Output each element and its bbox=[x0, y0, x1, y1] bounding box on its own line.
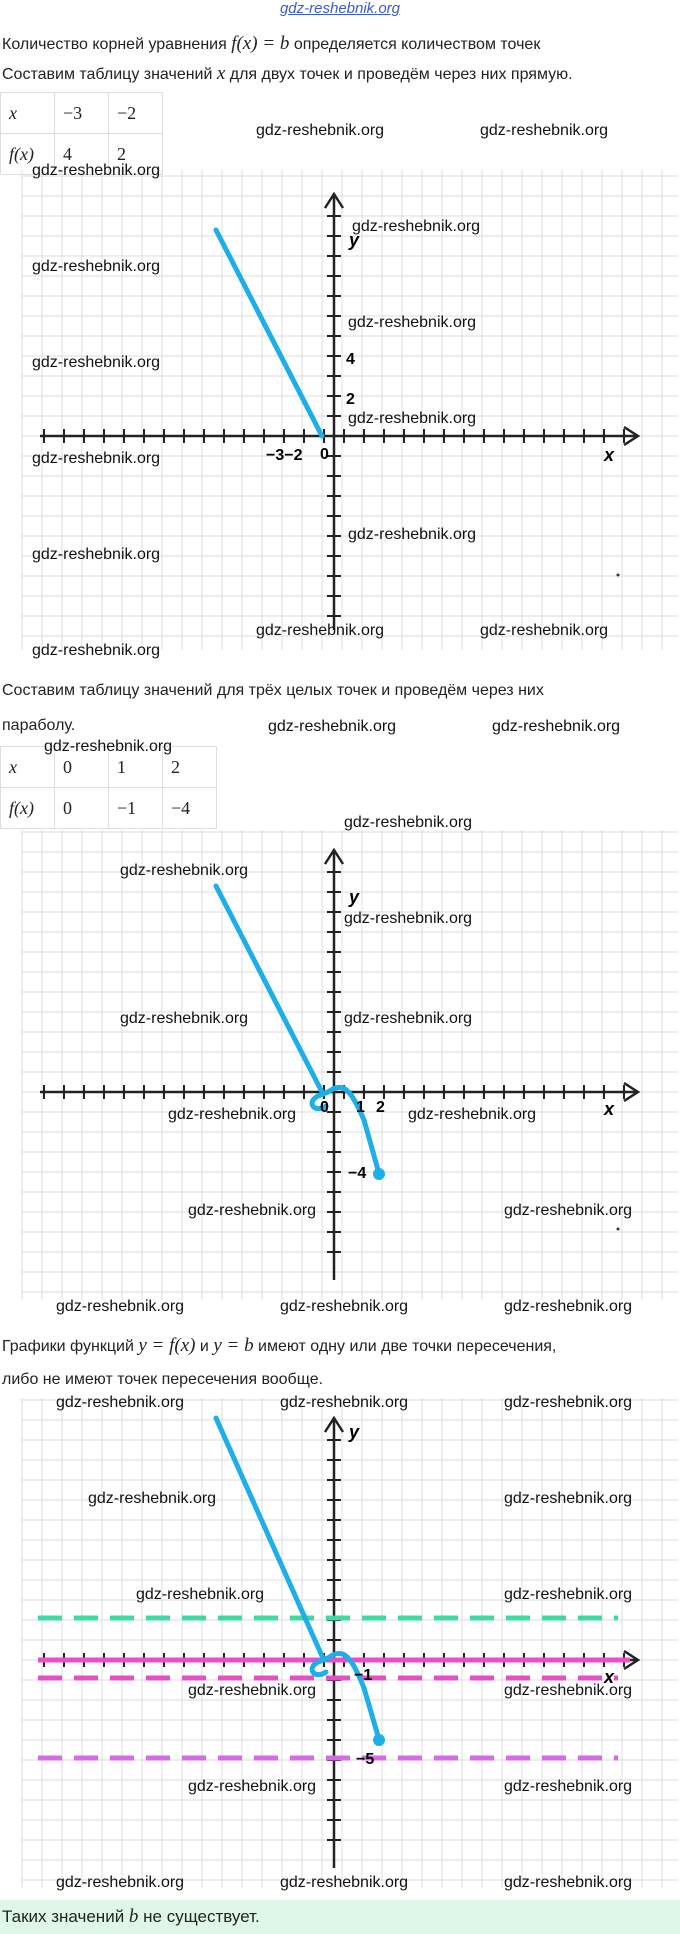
intro-text-1: Количество корней уравнения bbox=[2, 36, 232, 53]
graph-2-tick-x2: 2 bbox=[376, 1099, 385, 1116]
watermark: gdz-reshebnik.org bbox=[32, 258, 161, 275]
intersections-math-2: y = b bbox=[213, 1335, 254, 1356]
watermark: gdz-reshebnik.org bbox=[44, 738, 173, 755]
graph-1-y-label: y bbox=[349, 230, 360, 250]
watermark: gdz-reshebnik.org bbox=[268, 718, 397, 735]
graph-3-tick-xm1: −1 bbox=[354, 1667, 373, 1684]
t2-cell: 1 bbox=[109, 747, 163, 788]
graph-2-tick-x1: 1 bbox=[356, 1099, 365, 1116]
graph-3 bbox=[0, 1398, 680, 1888]
watermark: gdz-reshebnik.org bbox=[348, 314, 477, 331]
graph-2-endpoint bbox=[373, 1168, 385, 1180]
answer-box bbox=[0, 1900, 680, 1934]
graph-1-x-label: x bbox=[604, 445, 615, 465]
watermark: gdz-reshebnik.org bbox=[408, 1106, 537, 1123]
watermark: gdz-reshebnik.org bbox=[504, 1298, 633, 1315]
watermark: gdz-reshebnik.org bbox=[504, 1874, 633, 1891]
watermark: gdz-reshebnik.org bbox=[480, 122, 609, 139]
graph-1-tick-zero: 0 bbox=[320, 446, 329, 463]
watermark: gdz-reshebnik.org bbox=[504, 1490, 633, 1507]
answer-math: b bbox=[128, 1906, 139, 1927]
t2-header-x: x bbox=[1, 747, 55, 788]
watermark: gdz-reshebnik.org bbox=[120, 862, 249, 879]
watermark: gdz-reshebnik.org bbox=[504, 1682, 633, 1699]
watermark: gdz-reshebnik.org bbox=[492, 718, 621, 735]
graph-1-tick-y4: 4 bbox=[346, 351, 355, 368]
watermark: gdz-reshebnik.org bbox=[280, 1298, 409, 1315]
watermark: gdz-reshebnik.org bbox=[32, 642, 161, 659]
graph-1 bbox=[0, 170, 680, 650]
watermark: gdz-reshebnik.org bbox=[32, 354, 161, 371]
watermark: gdz-reshebnik.org bbox=[256, 622, 385, 639]
answer-text-2: не существует. bbox=[138, 1907, 260, 1926]
table1-text-1: Составим таблицу значений bbox=[2, 66, 217, 83]
watermark: gdz-reshebnik.org bbox=[348, 410, 477, 427]
t2-cell: 2 bbox=[163, 747, 217, 788]
table1-text-2: для двух точек и проведём через них прямую. bbox=[225, 66, 573, 83]
watermark: gdz-reshebnik.org bbox=[280, 1394, 409, 1411]
answer-text-1: Таких значений bbox=[2, 1907, 129, 1926]
watermark: gdz-reshebnik.org bbox=[188, 1202, 317, 1219]
graph-2-dot bbox=[617, 1228, 620, 1231]
t1-cell: −2 bbox=[109, 93, 163, 134]
watermark: gdz-reshebnik.org bbox=[168, 1106, 297, 1123]
watermark: gdz-reshebnik.org bbox=[504, 1586, 633, 1603]
watermark: gdz-reshebnik.org bbox=[120, 1010, 249, 1027]
site-link[interactable]: gdz-reshebnik.org bbox=[279, 0, 401, 17]
t1-header-x: x bbox=[1, 93, 55, 134]
graph-3-tick-ym5: −5 bbox=[356, 1751, 375, 1768]
t1-header-fx: f(x) bbox=[1, 134, 55, 175]
watermark: gdz-reshebnik.org bbox=[256, 122, 385, 139]
paragraph-intersections bbox=[2, 1335, 556, 1357]
t2-cell: 0 bbox=[55, 788, 109, 829]
t1-cell: 2 bbox=[109, 134, 163, 175]
intersections-text-3: имеют одну или две точки пересечения, bbox=[253, 1338, 557, 1355]
intro-text-2: определяется количеством точек bbox=[289, 36, 541, 53]
t2-cell: −4 bbox=[163, 788, 217, 829]
watermark: gdz-reshebnik.org bbox=[32, 162, 161, 179]
watermark: gdz-reshebnik.org bbox=[56, 1874, 185, 1891]
watermark: gdz-reshebnik.org bbox=[56, 1394, 185, 1411]
intersections-math-1: y = f(x) bbox=[138, 1335, 196, 1356]
graph-1-tick-neg: −3−2 bbox=[266, 447, 303, 464]
graph-3-endpoint bbox=[373, 1734, 385, 1746]
graph-2-tick-ym4: −4 bbox=[348, 1165, 367, 1182]
watermark: gdz-reshebnik.org bbox=[136, 1586, 265, 1603]
watermark: gdz-reshebnik.org bbox=[344, 1010, 473, 1027]
graph-3-grid bbox=[22, 1398, 678, 1888]
paragraph-table1 bbox=[2, 63, 573, 85]
watermark: gdz-reshebnik.org bbox=[88, 1490, 217, 1507]
watermark: gdz-reshebnik.org bbox=[348, 526, 477, 543]
watermark: gdz-reshebnik.org bbox=[344, 910, 473, 927]
graph-2-y-label: y bbox=[349, 887, 360, 907]
graph-2-x-label: x bbox=[604, 1099, 615, 1119]
watermark: gdz-reshebnik.org bbox=[32, 450, 161, 467]
graph-3-x-label: x bbox=[604, 1667, 615, 1687]
watermark: gdz-reshebnik.org bbox=[188, 1682, 317, 1699]
watermark: gdz-reshebnik.org bbox=[56, 1298, 185, 1315]
graph-2-tick-zero: 0 bbox=[320, 1099, 329, 1116]
graph-1-tick-y2: 2 bbox=[346, 391, 355, 408]
intersections-text-1: Графики функций bbox=[2, 1338, 139, 1355]
graph-1-dot bbox=[617, 574, 620, 577]
paragraph-parabola-2: параболу. bbox=[2, 717, 76, 734]
watermark: gdz-reshebnik.org bbox=[504, 1778, 633, 1795]
watermark: gdz-reshebnik.org bbox=[188, 1778, 317, 1795]
watermark: gdz-reshebnik.org bbox=[32, 546, 161, 563]
paragraph-parabola: Составим таблицу значений для трёх целых точек и проведём через них bbox=[2, 682, 544, 699]
watermark: gdz-reshebnik.org bbox=[344, 814, 473, 831]
watermark: gdz-reshebnik.org bbox=[480, 622, 609, 639]
watermark: gdz-reshebnik.org bbox=[504, 1202, 633, 1219]
t1-cell: −3 bbox=[55, 93, 109, 134]
t1-cell: 4 bbox=[55, 134, 109, 175]
t2-header-fx: f(x) bbox=[1, 788, 55, 829]
values-table-2 bbox=[0, 746, 217, 829]
paragraph-intersections-2: либо не имеют точек пересечения вообще. bbox=[2, 1371, 324, 1388]
graph-2 bbox=[0, 830, 680, 1300]
t2-cell: −1 bbox=[109, 788, 163, 829]
t2-cell: 0 bbox=[55, 747, 109, 788]
watermark: gdz-reshebnik.org bbox=[280, 1874, 409, 1891]
watermark: gdz-reshebnik.org bbox=[504, 1394, 633, 1411]
watermark: gdz-reshebnik.org bbox=[352, 218, 481, 235]
paragraph-intro bbox=[2, 33, 540, 55]
graph-3-y-label: y bbox=[349, 1422, 360, 1442]
intersections-text-2: и bbox=[195, 1338, 214, 1355]
intro-math: f(x) = b bbox=[231, 33, 290, 54]
graph-1-line bbox=[216, 230, 322, 436]
graph-2-line bbox=[216, 886, 322, 1092]
table1-math: x bbox=[216, 63, 226, 84]
